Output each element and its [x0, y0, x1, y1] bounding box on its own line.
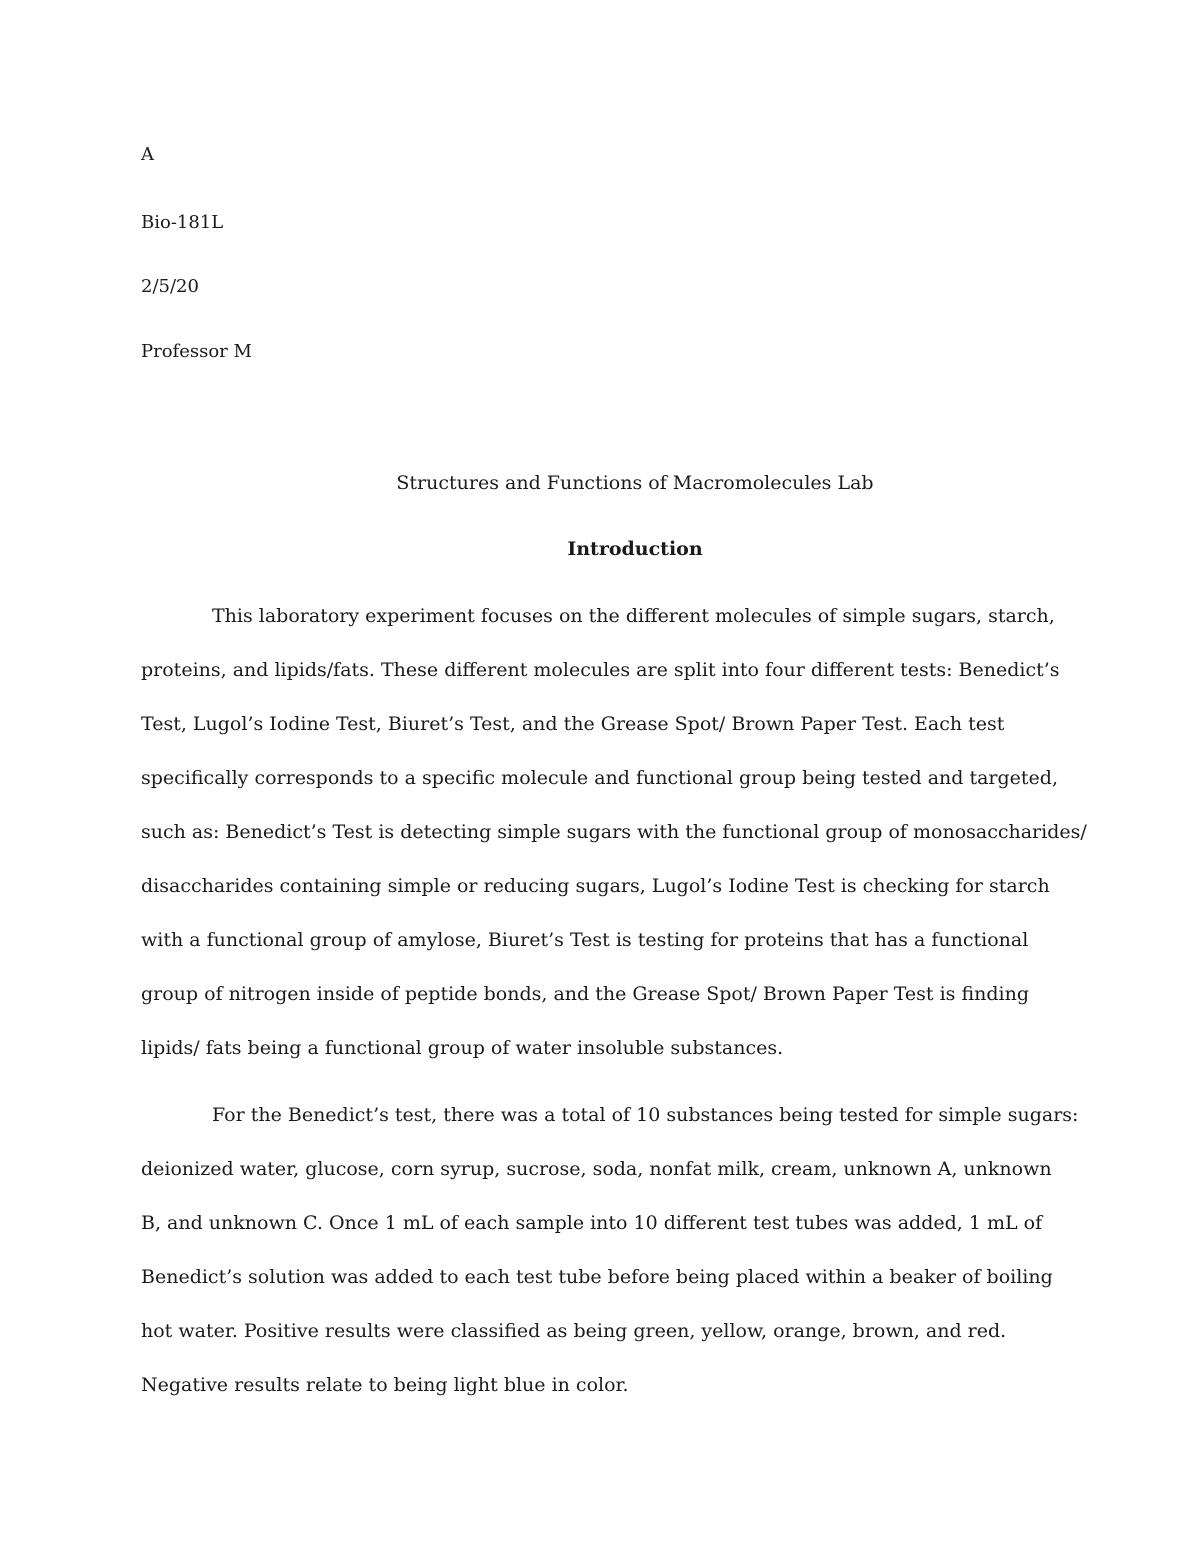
paragraph-line: hot water. Positive results were classified as being green, yellow, orange, brown, and red.: [141, 1320, 1007, 1342]
paragraph-line: such as: Benedict’s Test is detecting simple sugars with the functional group of monosaccharides/: [141, 821, 1087, 843]
document-date: 2/5/20: [141, 276, 199, 297]
paragraph-line: deionized water, glucose, corn syrup, sucrose, soda, nonfat milk, cream, unknown A, unknown: [141, 1158, 1052, 1180]
paragraph-line: specifically corresponds to a specific molecule and functional group being tested and targeted,: [141, 767, 1059, 789]
paragraph-line: Negative results relate to being light blue in color.: [141, 1374, 629, 1396]
paragraph-line: For the Benedict’s test, there was a total of 10 substances being tested for simple sugars:: [212, 1104, 1079, 1126]
paragraph-line: This laboratory experiment focuses on the different molecules of simple sugars, starch,: [212, 605, 1055, 627]
professor-name: Professor M: [141, 341, 252, 362]
document-title: Structures and Functions of Macromolecules Lab: [396, 472, 874, 494]
section-heading: Introduction: [567, 538, 703, 560]
paragraph-line: Benedict’s solution was added to each test tube before being placed within a beaker of boiling: [141, 1266, 1053, 1288]
paragraph-line: B, and unknown C. Once 1 mL of each sample into 10 different test tubes was added, 1 mL of: [141, 1212, 1043, 1234]
paragraph-line: proteins, and lipids/fats. These different molecules are split into four different tests: Benedict’s: [141, 659, 1060, 681]
paragraph-line: Test, Lugol’s Iodine Test, Biuret’s Test, and the Grease Spot/ Brown Paper Test. Each test: [141, 713, 1005, 735]
paragraph-line: group of nitrogen inside of peptide bonds, and the Grease Spot/ Brown Paper Test is finding: [141, 983, 1030, 1005]
course-code: Bio-181L: [141, 212, 224, 233]
paragraph-line: disaccharides containing simple or reducing sugars, Lugol’s Iodine Test is checking for starch: [141, 875, 1050, 897]
paragraph-line: lipids/ fats being a functional group of water insoluble substances.: [141, 1037, 784, 1059]
paragraph-line: with a functional group of amylose, Biuret’s Test is testing for proteins that has a functional: [141, 929, 1029, 951]
student-name: A: [141, 144, 154, 165]
